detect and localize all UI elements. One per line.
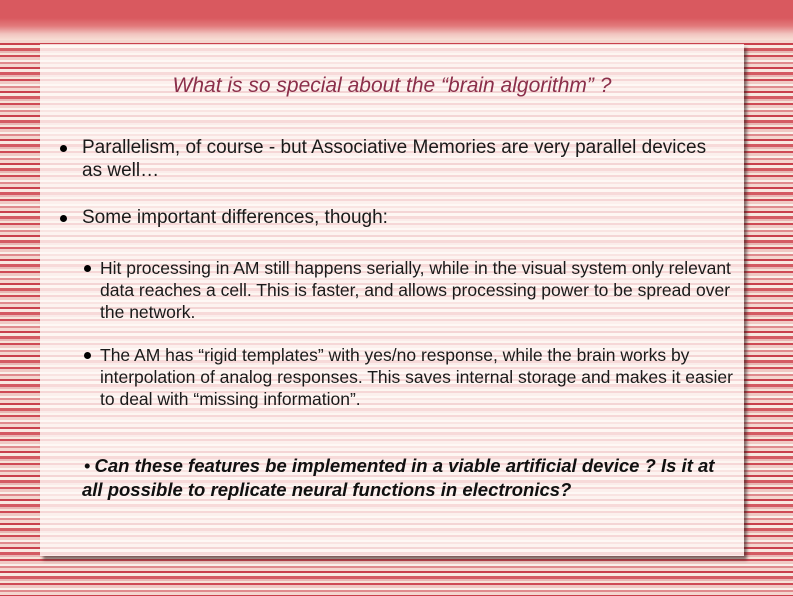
slide-title: What is so special about the “brain algorithm” ? (172, 74, 612, 97)
bullet-dot-icon (84, 352, 91, 359)
question-bullet: • (84, 455, 91, 476)
slide-panel (40, 44, 744, 556)
question-text: Can these features be implemented in a viable artificial device ? Is it at all possible to replicate neural functions in electronics? (82, 455, 715, 500)
bullet-dot-icon (84, 265, 91, 272)
sub-bullet-text: Hit processing in AM still happens serially, while in the visual system only relevant data reaches a cell. This is faster, and allows processing power to be spread over the network. (100, 258, 731, 322)
bullet-text: Parallelism, of course - but Associative Memories are very parallel devices as well… (82, 137, 707, 181)
bullet-text: Some important differences, though: (82, 207, 388, 228)
sub-bullet-rigid-templates (84, 344, 734, 410)
sub-bullet-hit-processing (84, 257, 734, 323)
sub-bullet-text: The AM has “rigid templates” with yes/no response, while the brain works by interpolation of analog responses. This saves internal storage and makes it easier to deal with “missing information”. (100, 345, 733, 409)
bullet-dot-icon (60, 145, 67, 152)
closing-question (82, 454, 722, 502)
bullet-parallelism (60, 136, 730, 182)
top-stripe-band (0, 0, 793, 40)
bullet-dot-icon (60, 215, 67, 222)
bullet-differences (60, 206, 730, 229)
